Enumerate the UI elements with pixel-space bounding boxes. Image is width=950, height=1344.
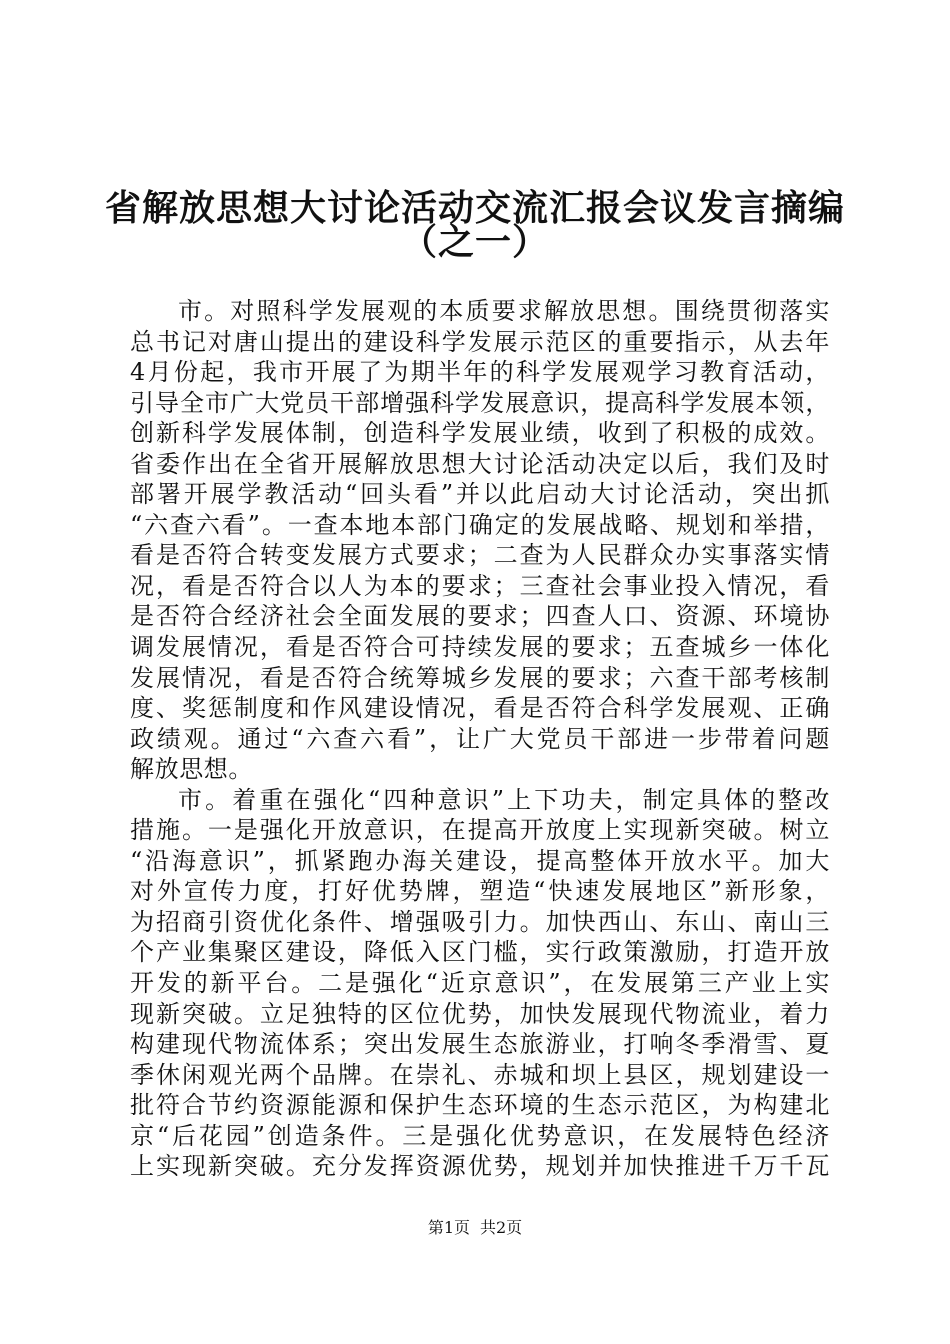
paragraph-2-line: 批符合节约资源能源和保护生态环境的生态示范区，为构建北: [130, 1091, 830, 1120]
paragraph-1-line: “六查六看”。一查本地本部门确定的发展战略、规划和举措，: [130, 510, 830, 539]
paragraph-1-line: 省委作出在全省开展解放思想大讨论活动决定以后，我们及时: [130, 449, 830, 478]
paragraph-2-line: 市。着重在强化“四种意识”上下功夫，制定具体的整改: [178, 785, 830, 814]
paragraph-2-line: 措施。一是强化开放意识，在提高开放度上实现新突破。树立: [130, 816, 830, 845]
paragraph-1-line: 发展情况，看是否符合统筹城乡发展的要求；六查干部考核制: [130, 663, 830, 692]
paragraph-2-line: 构建现代物流体系；突出发展生态旅游业，打响冬季滑雪、夏: [130, 1030, 830, 1059]
paragraph-1-line: 调发展情况，看是否符合可持续发展的要求；五查城乡一体化: [130, 633, 830, 662]
document-title: 省解放思想大讨论活动交流汇报会议发言摘编: [104, 187, 845, 229]
paragraph-2-line: “沿海意识”，抓紧跑办海关建设，提高整体开放水平。加大: [130, 846, 830, 875]
document-body: [130, 296, 830, 1182]
page-number: 第1页: [427, 1218, 470, 1237]
paragraph-1-line: 市。对照科学发展观的本质要求解放思想。围绕贯彻落实: [178, 297, 830, 325]
page-total: 共2页: [480, 1218, 523, 1237]
paragraph-1-line: 是否符合经济社会全面发展的要求；四查人口、资源、环境协: [130, 602, 830, 631]
paragraph-1-line: 政绩观。通过“六查六看”，让广大党员干部进一步带着问题: [130, 724, 830, 753]
paragraph-2-line: 京“后花园”创造条件。三是强化优势意识，在发展特色经济: [130, 1121, 830, 1150]
paragraph-2-line: 现新突破。立足独特的区位优势，加快发展现代物流业，着力: [130, 999, 830, 1028]
paragraph-1-line: 度、奖惩制度和作风建设情况，看是否符合科学发展观、正确: [130, 694, 830, 723]
paragraph-1-line: 4月份起，我市开展了为期半年的科学发展观学习教育活动，: [130, 358, 830, 387]
paragraph-1-line: 况，看是否符合以人为本的要求；三查社会事业投入情况，看: [130, 571, 830, 600]
paragraph-2-line: 个产业集聚区建设，降低入区门槛，实行政策激励，打造开放: [130, 938, 830, 967]
paragraph-1-line: 部署开展学教活动“回头看”并以此启动大讨论活动，突出抓: [130, 480, 830, 509]
paragraph-1-line: 总书记对唐山提出的建设科学发展示范区的重要指示，从去年: [130, 327, 830, 356]
document-subtitle: （之一）: [400, 221, 549, 263]
paragraph-1-line: 创新科学发展体制，创造科学发展业绩，收到了积极的成效。: [130, 419, 830, 448]
paragraph-2-line: 对外宣传力度，打好优势牌，塑造“快速发展地区”新形象，: [130, 877, 830, 906]
paragraph-1-line: 解放思想。: [130, 755, 253, 784]
paragraph-2-line: 上实现新突破。充分发挥资源优势，规划并加快推进千万千瓦: [130, 1152, 830, 1181]
paragraph-2-line: 季休闲观光两个品牌。在崇礼、赤城和坝上县区，规划建设一: [130, 1060, 830, 1089]
paragraph-1-line: 引导全市广大党员干部增强科学发展意识，提高科学发展本领，: [130, 388, 830, 417]
paragraph-2-line: 开发的新平台。二是强化“近京意识”，在发展第三产业上实: [130, 969, 830, 998]
page-footer: [0, 1215, 950, 1238]
paragraph-2-line: 为招商引资优化条件、增强吸引力。加快西山、东山、南山三: [130, 907, 830, 936]
paragraph-1-line: 看是否符合转变发展方式要求；二查为人民群众办实事落实情: [130, 541, 830, 570]
